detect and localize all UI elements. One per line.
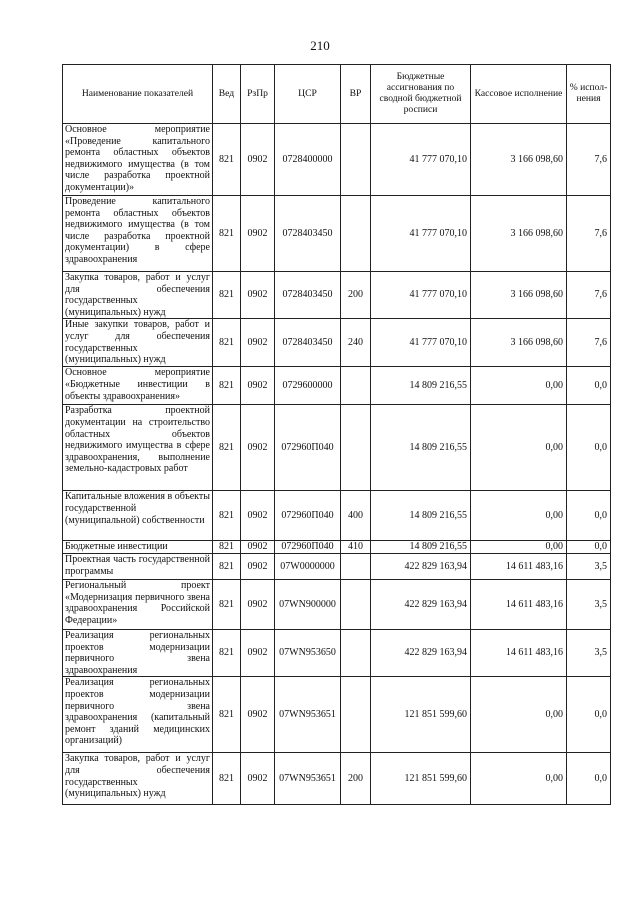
table-row — [63, 196, 611, 272]
table-row — [63, 319, 611, 367]
cell-pct: 0,0 — [567, 753, 611, 805]
table-row — [63, 272, 611, 319]
cell-csr: 072960П040 — [275, 491, 341, 541]
cell-name: Основное мероприятие «Проведение капитального ремонта областных объектов недвижимого имущества (в том числе разработка проектной документации)» — [63, 124, 213, 196]
table-row — [63, 367, 611, 405]
cell-csr: 0728403450 — [275, 196, 341, 272]
budget-table — [62, 64, 611, 805]
cell-budget: 121 851 599,60 — [371, 677, 471, 753]
cell-cash: 3 166 098,60 — [471, 124, 567, 196]
cell-name: Разработка проектной документации на строительство областных объектов недвижимого имущества в сфере здравоохранения, выполнение земельно-кадастровых работ — [63, 405, 213, 491]
cell-name: Региональный проект «Модернизация первичного звена здравоохранения Российской Федерации» — [63, 579, 213, 629]
cell-csr: 07WN953651 — [275, 753, 341, 805]
cell-vr — [341, 367, 371, 405]
cell-csr: 07WN953650 — [275, 629, 341, 676]
table-body — [63, 124, 611, 805]
cell-vr — [341, 579, 371, 629]
cell-pct: 0,0 — [567, 405, 611, 491]
cell-ved: 821 — [213, 541, 241, 554]
cell-csr: 0728403450 — [275, 319, 341, 367]
header-csr: ЦСР — [275, 65, 341, 124]
table-row — [63, 541, 611, 554]
cell-ved: 821 — [213, 124, 241, 196]
cell-csr: 07WN953651 — [275, 677, 341, 753]
cell-cash: 14 611 483,16 — [471, 579, 567, 629]
cell-pct: 3,5 — [567, 579, 611, 629]
cell-csr: 0728400000 — [275, 124, 341, 196]
cell-budget: 422 829 163,94 — [371, 579, 471, 629]
table-row — [63, 491, 611, 541]
cell-cash: 3 166 098,60 — [471, 196, 567, 272]
cell-vr: 200 — [341, 272, 371, 319]
cell-rzpr: 0902 — [241, 491, 275, 541]
cell-csr: 072960П040 — [275, 405, 341, 491]
cell-name: Закупка товаров, работ и услуг для обеспечения государственных (муниципальных) нужд — [63, 753, 213, 805]
cell-csr: 072960П040 — [275, 541, 341, 554]
header-vr: ВР — [341, 65, 371, 124]
header-ved: Вед — [213, 65, 241, 124]
cell-rzpr: 0902 — [241, 541, 275, 554]
cell-pct: 7,6 — [567, 272, 611, 319]
cell-name: Реализация региональных проектов модернизации первичного звена здравоохранения (капитальный ремонт зданий медицинских организаций) — [63, 677, 213, 753]
cell-budget: 14 809 216,55 — [371, 367, 471, 405]
cell-csr: 0729600000 — [275, 367, 341, 405]
cell-vr: 400 — [341, 491, 371, 541]
cell-ved: 821 — [213, 272, 241, 319]
cell-pct: 7,6 — [567, 124, 611, 196]
cell-name: Реализация региональных проектов модернизации первичного звена здравоохранения — [63, 629, 213, 676]
cell-cash: 0,00 — [471, 753, 567, 805]
cell-rzpr: 0902 — [241, 196, 275, 272]
cell-ved: 821 — [213, 319, 241, 367]
header-budget: Бюджетные ассигнования по сводной бюджетной росписи — [371, 65, 471, 124]
cell-vr — [341, 629, 371, 676]
cell-pct: 3,5 — [567, 629, 611, 676]
cell-name: Проектная часть государственной программы — [63, 553, 213, 579]
cell-pct: 0,0 — [567, 367, 611, 405]
cell-pct: 0,0 — [567, 677, 611, 753]
cell-csr: 0728403450 — [275, 272, 341, 319]
cell-ved: 821 — [213, 405, 241, 491]
cell-rzpr: 0902 — [241, 629, 275, 676]
cell-ved: 821 — [213, 553, 241, 579]
cell-budget: 121 851 599,60 — [371, 753, 471, 805]
table-row — [63, 553, 611, 579]
header-pct: % испол-нения — [567, 65, 611, 124]
cell-cash: 0,00 — [471, 405, 567, 491]
cell-name: Проведение капитального ремонта областных объектов недвижимого имущества (в том числе разработка проектной документации) в сфере здравоохранения — [63, 196, 213, 272]
cell-budget: 41 777 070,10 — [371, 319, 471, 367]
cell-rzpr: 0902 — [241, 367, 275, 405]
table-row — [63, 677, 611, 753]
cell-name: Основное мероприятие «Бюджетные инвестиции в объекты здравоохранения» — [63, 367, 213, 405]
cell-csr: 07WN900000 — [275, 579, 341, 629]
table-row — [63, 629, 611, 676]
cell-cash: 3 166 098,60 — [471, 272, 567, 319]
cell-pct: 7,6 — [567, 196, 611, 272]
cell-vr — [341, 553, 371, 579]
cell-budget: 41 777 070,10 — [371, 196, 471, 272]
cell-rzpr: 0902 — [241, 677, 275, 753]
cell-budget: 14 809 216,55 — [371, 491, 471, 541]
cell-rzpr: 0902 — [241, 579, 275, 629]
table-row — [63, 579, 611, 629]
cell-ved: 821 — [213, 753, 241, 805]
cell-vr — [341, 405, 371, 491]
cell-vr — [341, 124, 371, 196]
cell-pct: 7,6 — [567, 319, 611, 367]
cell-cash: 0,00 — [471, 541, 567, 554]
cell-rzpr: 0902 — [241, 124, 275, 196]
cell-pct: 0,0 — [567, 491, 611, 541]
cell-vr: 240 — [341, 319, 371, 367]
header-cash: Кассовое исполнение — [471, 65, 567, 124]
table-row — [63, 124, 611, 196]
table-header-row — [63, 65, 611, 124]
cell-cash: 14 611 483,16 — [471, 553, 567, 579]
cell-vr: 200 — [341, 753, 371, 805]
cell-rzpr: 0902 — [241, 553, 275, 579]
cell-ved: 821 — [213, 629, 241, 676]
cell-rzpr: 0902 — [241, 319, 275, 367]
cell-budget: 14 809 216,55 — [371, 405, 471, 491]
cell-budget: 41 777 070,10 — [371, 272, 471, 319]
cell-ved: 821 — [213, 367, 241, 405]
cell-cash: 0,00 — [471, 367, 567, 405]
cell-budget: 422 829 163,94 — [371, 629, 471, 676]
cell-csr: 07W0000000 — [275, 553, 341, 579]
table-row — [63, 753, 611, 805]
table-row — [63, 405, 611, 491]
cell-cash: 0,00 — [471, 677, 567, 753]
cell-ved: 821 — [213, 491, 241, 541]
cell-cash: 3 166 098,60 — [471, 319, 567, 367]
cell-cash: 0,00 — [471, 491, 567, 541]
header-rzpr: РзПр — [241, 65, 275, 124]
header-name: Наименование показателей — [63, 65, 213, 124]
cell-vr — [341, 196, 371, 272]
cell-ved: 821 — [213, 196, 241, 272]
cell-rzpr: 0902 — [241, 753, 275, 805]
page-number: 210 — [310, 38, 330, 53]
cell-rzpr: 0902 — [241, 405, 275, 491]
cell-name: Закупка товаров, работ и услуг для обеспечения государственных (муниципальных) нужд — [63, 272, 213, 319]
cell-pct: 3,5 — [567, 553, 611, 579]
cell-budget: 41 777 070,10 — [371, 124, 471, 196]
cell-name: Капитальные вложения в объекты государственной (муниципальной) собственности — [63, 491, 213, 541]
cell-budget: 14 809 216,55 — [371, 541, 471, 554]
cell-vr — [341, 677, 371, 753]
cell-budget: 422 829 163,94 — [371, 553, 471, 579]
cell-name: Иные закупки товаров, работ и услуг для обеспечения государственных (муниципальных) нужд — [63, 319, 213, 367]
cell-cash: 14 611 483,16 — [471, 629, 567, 676]
cell-vr: 410 — [341, 541, 371, 554]
cell-ved: 821 — [213, 677, 241, 753]
cell-pct: 0,0 — [567, 541, 611, 554]
cell-name: Бюджетные инвестиции — [63, 541, 213, 554]
cell-ved: 821 — [213, 579, 241, 629]
cell-rzpr: 0902 — [241, 272, 275, 319]
